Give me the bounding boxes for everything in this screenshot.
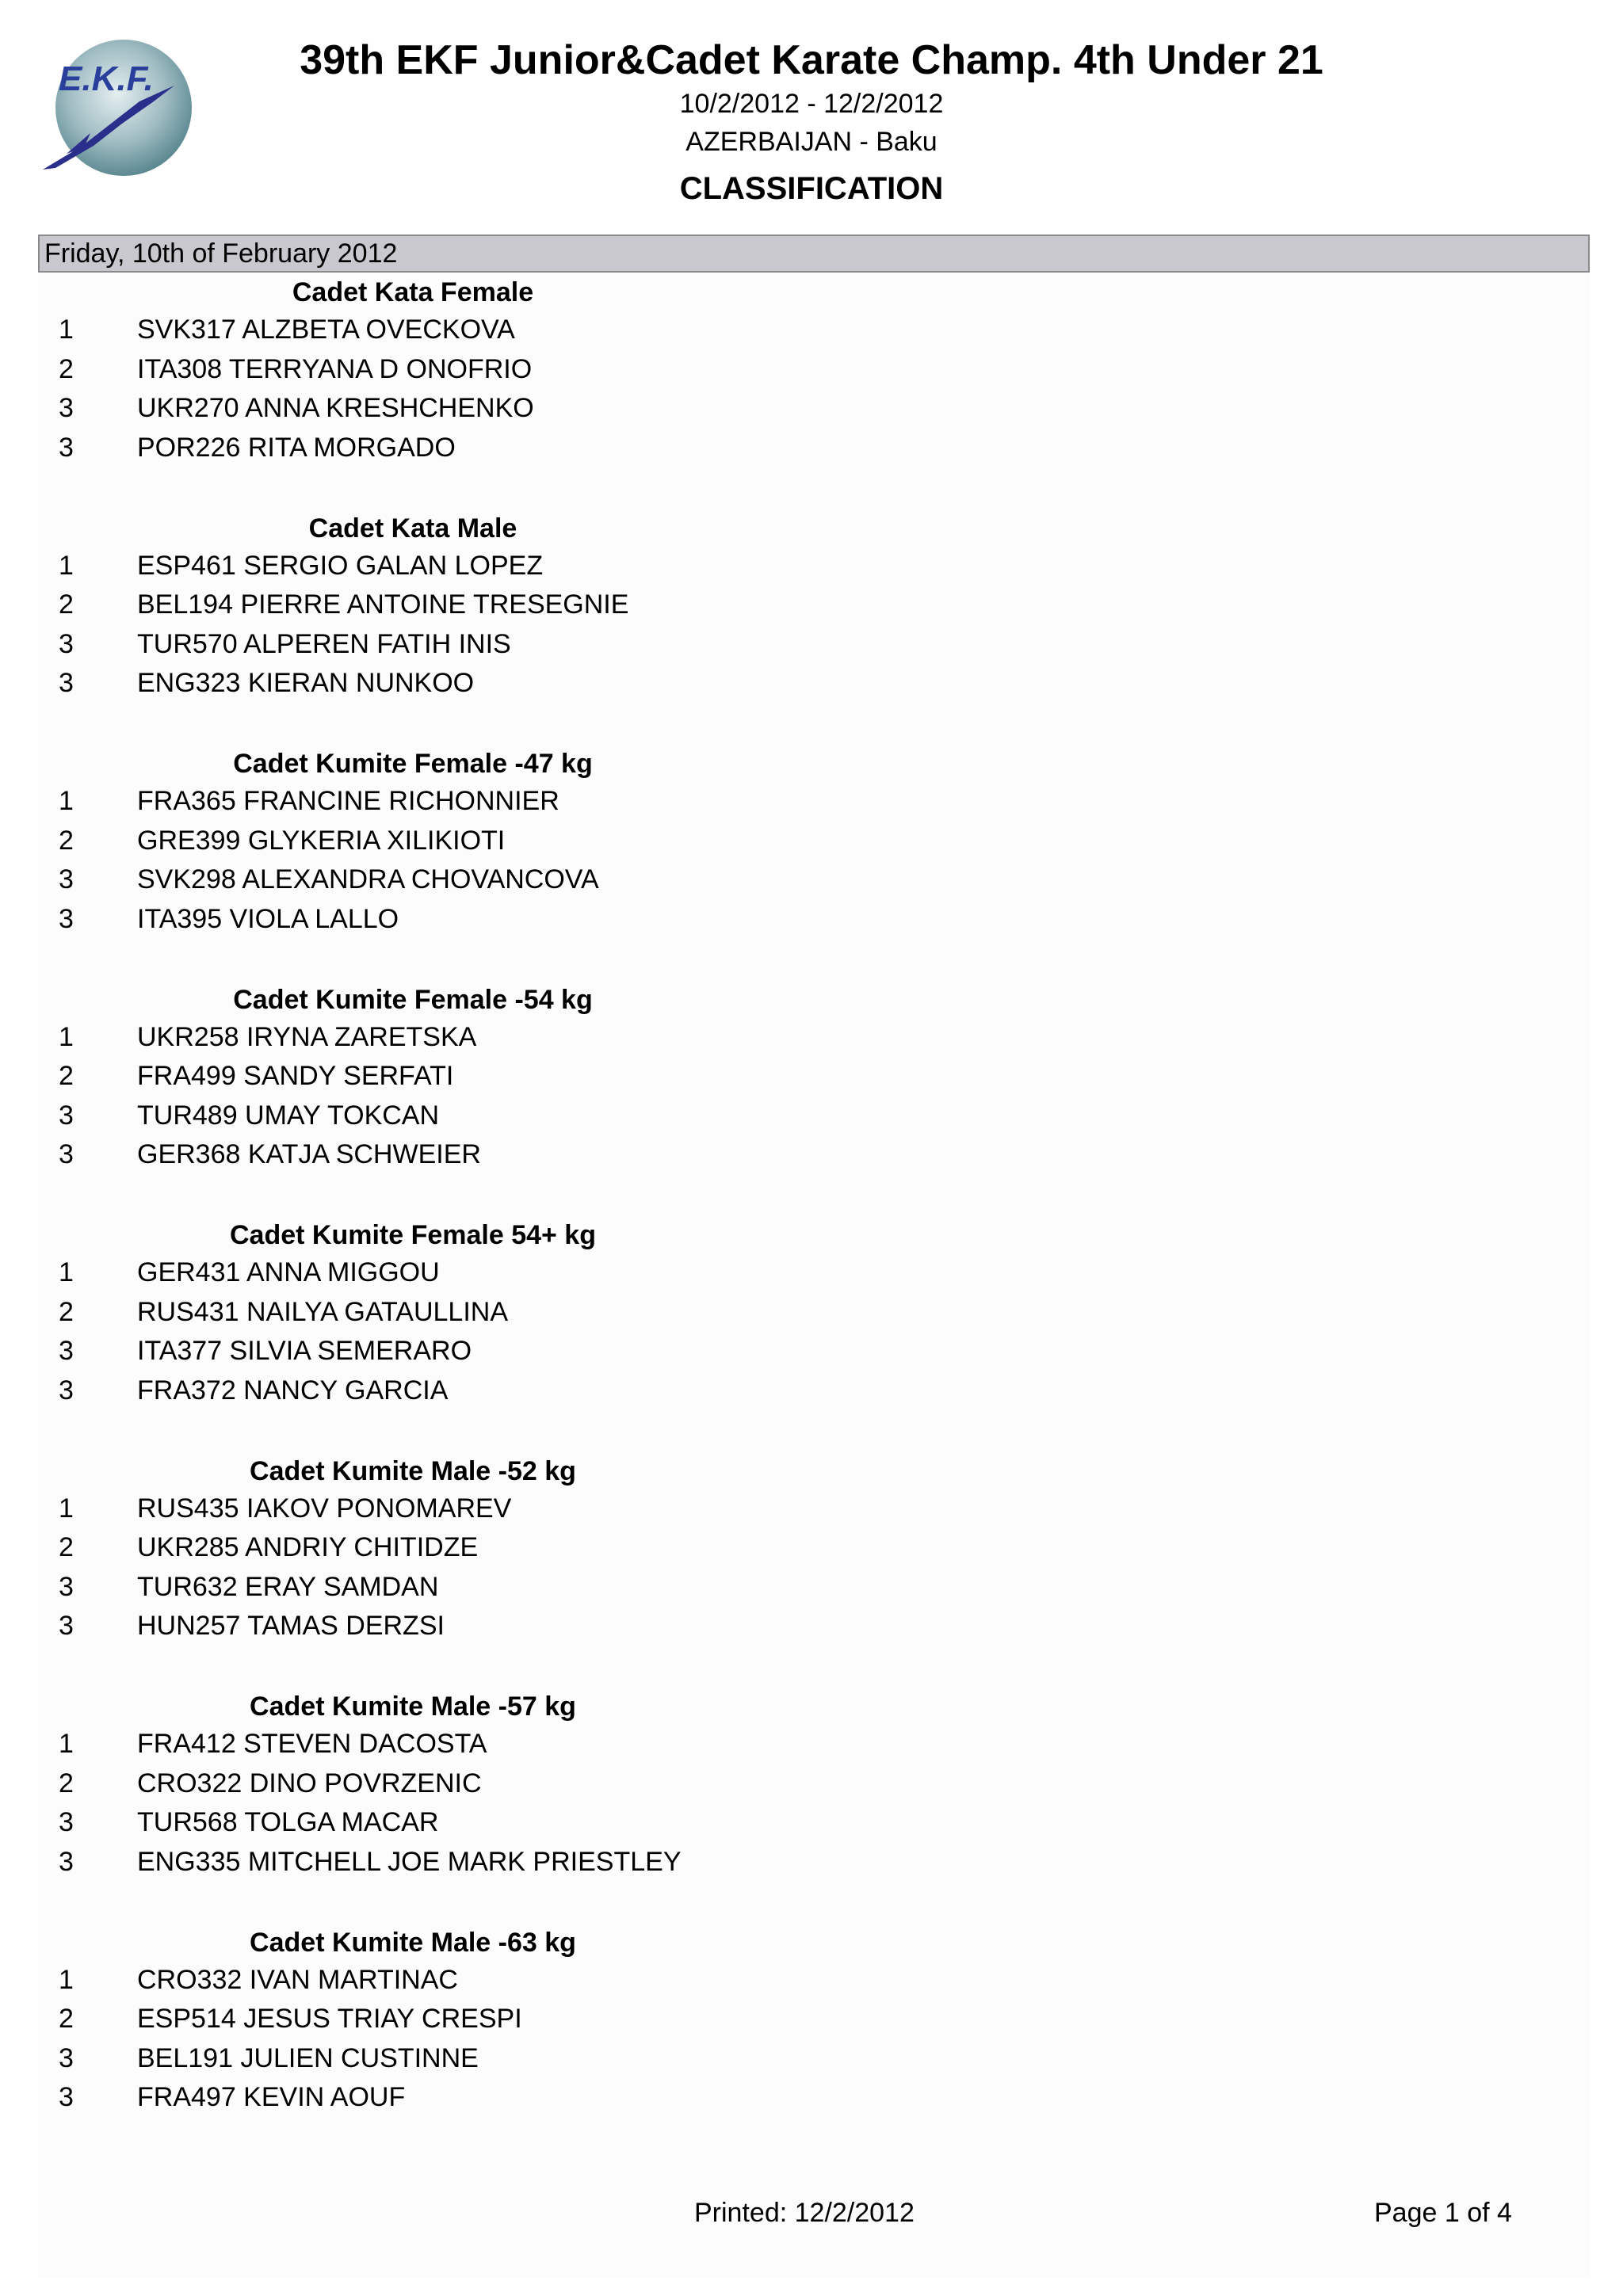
athlete: ITA395 VIOLA LALLO <box>137 903 399 934</box>
result-row <box>38 900 831 940</box>
athlete: ESP514 JESUS TRIAY CRESPI <box>137 2004 522 2034</box>
athlete: ITA377 SILVIA SEMERARO <box>137 1336 472 1366</box>
category-title: Cadet Kumite Female -47 kg <box>233 749 593 779</box>
rank: 2 <box>59 353 74 384</box>
athlete: CRO322 DINO POVRZENIC <box>137 1768 482 1798</box>
category-block <box>38 509 831 745</box>
result-row <box>38 2000 831 2039</box>
result-row <box>38 1843 831 1882</box>
result-row <box>38 1528 831 1568</box>
result-row <box>38 1135 831 1175</box>
category-title: Cadet Kumite Male -63 kg <box>250 1927 576 1958</box>
rank: 2 <box>59 1532 74 1562</box>
athlete: ITA308 TERRYANA D ONOFRIO <box>137 353 533 384</box>
athlete: RUS431 NAILYA GATAULLINA <box>137 1296 508 1327</box>
result-row <box>38 1332 831 1371</box>
athlete: FRA412 STEVEN DACOSTA <box>137 1729 487 1759</box>
result-row <box>38 1253 831 1293</box>
rank: 3 <box>59 628 74 659</box>
rank: 2 <box>59 1768 74 1798</box>
result-row <box>38 1371 831 1411</box>
rank: 1 <box>59 550 74 581</box>
result-row <box>38 389 831 429</box>
category-block <box>38 744 831 980</box>
athlete: GRE399 GLYKERIA XILIKIOTI <box>137 825 506 856</box>
rank: 3 <box>59 1571 74 1602</box>
rank: 3 <box>59 1100 74 1131</box>
athlete: HUN257 TAMAS DERZSI <box>137 1611 445 1641</box>
category-block <box>38 1923 831 2159</box>
result-row <box>38 1489 831 1529</box>
rank: 3 <box>59 903 74 934</box>
athlete: ESP461 SERGIO GALAN LOPEZ <box>137 550 544 581</box>
athlete: SVK298 ALEXANDRA CHOVANCOVA <box>137 864 599 894</box>
category-title: Cadet Kumite Female 54+ kg <box>229 1220 596 1250</box>
event-location: AZERBAIJAN - Baku <box>685 127 938 157</box>
result-row <box>38 625 831 665</box>
category-title: Cadet Kumite Male -52 kg <box>250 1455 576 1486</box>
rank: 2 <box>59 825 74 856</box>
rank: 3 <box>59 432 74 463</box>
athlete: POR226 RITA MORGADO <box>137 432 456 463</box>
category-title: Cadet Kumite Male -57 kg <box>250 1691 576 1722</box>
category-block <box>38 273 831 509</box>
category-title: Cadet Kata Female <box>292 277 534 307</box>
rank: 3 <box>59 1846 74 1877</box>
rank: 3 <box>59 864 74 894</box>
athlete: SVK317 ALZBETA OVECKOVA <box>137 315 515 345</box>
result-row <box>38 860 831 900</box>
rank: 1 <box>59 1964 74 1995</box>
rank: 3 <box>59 2082 74 2112</box>
rank: 3 <box>59 2042 74 2073</box>
rank: 1 <box>59 315 74 345</box>
rank: 1 <box>59 1493 74 1524</box>
athlete: FRA497 KEVIN AOUF <box>137 2082 406 2112</box>
section-heading: CLASSIFICATION <box>679 171 944 206</box>
category-block <box>38 1687 831 1923</box>
athlete: FRA499 SANDY SERFATI <box>137 1061 454 1091</box>
result-row <box>38 1293 831 1333</box>
page-number: Page 1 of 4 <box>1374 2198 1512 2228</box>
result-row <box>38 311 831 350</box>
result-row <box>38 1607 831 1646</box>
rank: 1 <box>59 1021 74 1052</box>
result-row <box>38 1057 831 1097</box>
result-row <box>38 1764 831 1804</box>
result-row <box>38 585 831 625</box>
result-row <box>38 1803 831 1843</box>
category-list <box>38 273 831 2158</box>
athlete: UKR270 ANNA KRESHCHENKO <box>137 393 534 423</box>
rank: 3 <box>59 393 74 423</box>
athlete: UKR285 ANDRIY CHITIDZE <box>137 1532 479 1562</box>
category-block <box>38 1451 831 1688</box>
athlete: UKR258 IRYNA ZARETSKA <box>137 1021 477 1052</box>
result-row <box>38 2039 831 2079</box>
result-row <box>38 1568 831 1608</box>
athlete: GER431 ANNA MIGGOU <box>137 1257 440 1287</box>
result-row <box>38 1097 831 1136</box>
rank: 2 <box>59 1296 74 1327</box>
result-row <box>38 2078 831 2118</box>
rank: 1 <box>59 1729 74 1759</box>
category-block <box>38 1215 831 1451</box>
athlete: FRA372 NANCY GARCIA <box>137 1375 449 1405</box>
athlete: CRO332 IVAN MARTINAC <box>137 1964 458 1995</box>
athlete: TUR489 UMAY TOKCAN <box>137 1100 440 1131</box>
result-row <box>38 547 831 586</box>
result-row <box>38 429 831 468</box>
result-row <box>38 1725 831 1764</box>
rank: 2 <box>59 1061 74 1091</box>
athlete: TUR570 ALPEREN FATIH INIS <box>137 628 511 659</box>
athlete: BEL194 PIERRE ANTOINE TRESEGNIE <box>137 589 629 620</box>
result-row <box>38 664 831 704</box>
rank: 1 <box>59 1257 74 1287</box>
category-block <box>38 980 831 1216</box>
event-dates: 10/2/2012 - 12/2/2012 <box>679 89 944 119</box>
result-row <box>38 350 831 390</box>
athlete: GER368 KATJA SCHWEIER <box>137 1139 481 1169</box>
category-title: Cadet Kumite Female -54 kg <box>233 984 593 1015</box>
result-row <box>38 822 831 861</box>
rank: 3 <box>59 1611 74 1641</box>
athlete: RUS435 IAKOV PONOMAREV <box>137 1493 512 1524</box>
athlete: BEL191 JULIEN CUSTINNE <box>137 2042 479 2073</box>
rank: 3 <box>59 1807 74 1837</box>
result-row <box>38 782 831 822</box>
page-title: 39th EKF Junior&Cadet Karate Champ. 4th Under 21 <box>300 37 1323 83</box>
result-row <box>38 1961 831 2000</box>
day-header: Friday, 10th of February 2012 <box>38 235 1590 273</box>
rank: 3 <box>59 1375 74 1405</box>
athlete: FRA365 FRANCINE RICHONNIER <box>137 786 559 816</box>
printed-date: Printed: 12/2/2012 <box>694 2198 915 2228</box>
rank: 2 <box>59 589 74 620</box>
rank: 3 <box>59 1139 74 1169</box>
rank: 1 <box>59 786 74 816</box>
rank: 2 <box>59 2004 74 2034</box>
rank: 3 <box>59 1336 74 1366</box>
rank: 3 <box>59 668 74 698</box>
athlete: TUR568 TOLGA MACAR <box>137 1807 439 1837</box>
category-title: Cadet Kata Male <box>308 513 517 543</box>
result-row <box>38 1018 831 1058</box>
athlete: ENG335 MITCHELL JOE MARK PRIESTLEY <box>137 1846 682 1877</box>
athlete: TUR632 ERAY SAMDAN <box>137 1571 439 1602</box>
athlete: ENG323 KIERAN NUNKOO <box>137 668 475 698</box>
svg-text:E.K.F.: E.K.F. <box>59 59 154 98</box>
